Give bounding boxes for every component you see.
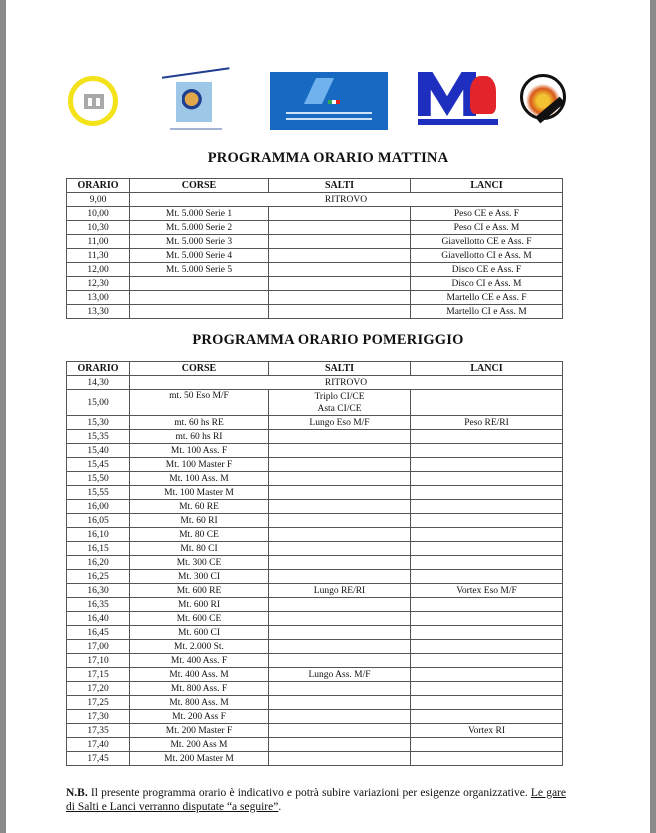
header-orario: ORARIO	[67, 362, 130, 376]
header-lanci: LANCI	[411, 362, 563, 376]
cell-lanci	[411, 556, 563, 570]
table-row	[67, 444, 563, 458]
cell-salti	[269, 430, 411, 444]
cell-salti	[269, 696, 411, 710]
cell-time: 14,30	[67, 376, 130, 390]
table-row	[67, 528, 563, 542]
cell-time: 16,35	[67, 598, 130, 612]
cell-lanci	[411, 500, 563, 514]
cell-lanci: Disco CI e Ass. M	[411, 277, 563, 291]
cell-corse: Mt. 5.000 Serie 5	[130, 263, 269, 277]
cell-lanci	[411, 570, 563, 584]
cell-salti	[269, 724, 411, 738]
cell-corse	[130, 277, 269, 291]
cell-lanci: Giavellotto CE e Ass. F	[411, 235, 563, 249]
cell-corse: Mt. 100 Master M	[130, 486, 269, 500]
table-row	[67, 263, 563, 277]
table-pomeriggio	[66, 361, 563, 766]
cell-lanci	[411, 654, 563, 668]
cell-corse: Mt. 200 Ass M	[130, 738, 269, 752]
cell-corse: Mt. 100 Ass. F	[130, 444, 269, 458]
cell-salti	[269, 612, 411, 626]
cell-salti: Lungo Eso M/F	[269, 416, 411, 430]
cell-time: 15,55	[67, 486, 130, 500]
logo-runners	[514, 66, 576, 128]
table-row	[67, 640, 563, 654]
logo-athletic-club-yellow	[68, 76, 118, 126]
cell-lanci	[411, 696, 563, 710]
cell-lanci	[411, 486, 563, 500]
cell-time: 11,30	[67, 249, 130, 263]
table-row	[67, 556, 563, 570]
document-page	[6, 0, 650, 833]
cell-salti	[269, 514, 411, 528]
cell-time: 16,45	[67, 626, 130, 640]
cell-lanci	[411, 458, 563, 472]
cell-corse: Mt. 300 CI	[130, 570, 269, 584]
cell-salti	[269, 528, 411, 542]
cell-time: 17,00	[67, 640, 130, 654]
table-row-ritrovo	[67, 376, 563, 390]
cell-time: 10,00	[67, 207, 130, 221]
title-pomeriggio: PROGRAMMA ORARIO POMERIGGIO	[192, 332, 464, 348]
table-row	[67, 207, 563, 221]
cell-salti	[269, 221, 411, 235]
cell-salti	[269, 444, 411, 458]
table-row	[67, 249, 563, 263]
table-row	[67, 584, 563, 598]
salti-line: Triplo CI/CE	[314, 391, 365, 402]
cell-time: 17,30	[67, 710, 130, 724]
table-row	[67, 542, 563, 556]
cell-lanci	[411, 472, 563, 486]
table-row-ritrovo	[67, 193, 563, 207]
cell-corse: Mt. 200 Master F	[130, 724, 269, 738]
cell-time: 15,00	[67, 390, 130, 416]
cell-lanci: Peso CI e Ass. M	[411, 221, 563, 235]
cell-corse: mt. 60 hs RE	[130, 416, 269, 430]
cell-time: 15,40	[67, 444, 130, 458]
logo-strip	[6, 66, 650, 136]
cell-time: 16,30	[67, 584, 130, 598]
cell-time: 17,20	[67, 682, 130, 696]
cell-corse: Mt. 2.000 St.	[130, 640, 269, 654]
cell-time: 9,00	[67, 193, 130, 207]
cell-lanci	[411, 542, 563, 556]
cell-lanci: Martello CE e Ass. F	[411, 291, 563, 305]
table-row	[67, 390, 563, 416]
cell-salti: Lungo Ass. M/F	[269, 668, 411, 682]
cell-salti	[269, 458, 411, 472]
cell-corse: Mt. 600 CE	[130, 612, 269, 626]
cell-time: 17,10	[67, 654, 130, 668]
table-row	[67, 416, 563, 430]
cell-ritrovo: RITROVO	[130, 193, 563, 207]
cell-corse: mt. 50 Eso M/F	[130, 390, 269, 416]
cell-time: 17,45	[67, 752, 130, 766]
cell-corse	[130, 305, 269, 319]
cell-corse: Mt. 400 Ass. F	[130, 654, 269, 668]
cell-salti	[269, 752, 411, 766]
header-corse: CORSE	[130, 362, 269, 376]
cell-lanci	[411, 430, 563, 444]
cell-lanci	[411, 626, 563, 640]
cell-salti	[269, 486, 411, 500]
cell-salti	[269, 249, 411, 263]
cell-corse: Mt. 300 CE	[130, 556, 269, 570]
note-suffix: .	[278, 800, 282, 813]
cell-time: 16,25	[67, 570, 130, 584]
cell-time: 16,05	[67, 514, 130, 528]
cell-lanci: Vortex Eso M/F	[411, 584, 563, 598]
header-orario: ORARIO	[67, 179, 130, 193]
cell-salti	[269, 500, 411, 514]
cell-time: 16,40	[67, 612, 130, 626]
table-row	[67, 668, 563, 682]
cell-time: 16,20	[67, 556, 130, 570]
cell-lanci	[411, 598, 563, 612]
note-text: Il presente programma orario è indicativo e potrà subire variazioni per esigenze organizzative.	[87, 786, 531, 799]
cell-salti	[269, 682, 411, 696]
cell-time: 13,30	[67, 305, 130, 319]
cell-salti	[269, 235, 411, 249]
table-row	[67, 277, 563, 291]
header-lanci: LANCI	[411, 179, 563, 193]
cell-salti	[269, 291, 411, 305]
table-row	[67, 710, 563, 724]
m-letter-icon	[418, 72, 476, 116]
cell-time: 13,00	[67, 291, 130, 305]
cell-lanci	[411, 640, 563, 654]
cell-salti	[269, 598, 411, 612]
table-row	[67, 514, 563, 528]
table-row	[67, 724, 563, 738]
table-row	[67, 654, 563, 668]
cell-corse: Mt. 80 CI	[130, 542, 269, 556]
cell-lanci: Disco CE e Ass. F	[411, 263, 563, 277]
cell-corse: Mt. 600 RE	[130, 584, 269, 598]
cell-corse: Mt. 800 Ass. M	[130, 696, 269, 710]
cell-corse: Mt. 600 CI	[130, 626, 269, 640]
cell-salti	[269, 640, 411, 654]
table-row	[67, 486, 563, 500]
table-row	[67, 305, 563, 319]
cell-corse: Mt. 60 RE	[130, 500, 269, 514]
table-header	[67, 362, 563, 376]
table-row	[67, 626, 563, 640]
cell-salti: Lungo RE/RI	[269, 584, 411, 598]
cell-time: 15,50	[67, 472, 130, 486]
cell-time: 15,35	[67, 430, 130, 444]
cell-corse: Mt. 200 Master M	[130, 752, 269, 766]
cell-salti	[269, 207, 411, 221]
castle-icon	[84, 94, 104, 109]
cell-salti	[269, 472, 411, 486]
cell-salti	[269, 263, 411, 277]
italian-flag-icon	[328, 100, 340, 104]
header-salti: SALTI	[269, 179, 411, 193]
logo-fidal-molise	[270, 72, 388, 130]
cell-corse: Mt. 100 Ass. M	[130, 472, 269, 486]
title-mattina: PROGRAMMA ORARIO MATTINA	[207, 150, 449, 166]
cell-lanci: Peso CE e Ass. F	[411, 207, 563, 221]
table-row	[67, 598, 563, 612]
note-prefix: N.B.	[66, 786, 88, 799]
cell-salti	[269, 390, 411, 416]
header-corse: CORSE	[130, 179, 269, 193]
logo-asd-atletica-isernia	[162, 68, 230, 136]
cell-corse: Mt. 60 RI	[130, 514, 269, 528]
table-row	[67, 612, 563, 626]
cell-lanci: Giavellotto CI e Ass. M	[411, 249, 563, 263]
header-salti: SALTI	[269, 362, 411, 376]
cell-time: 15,30	[67, 416, 130, 430]
cell-corse: Mt. 100 Master F	[130, 458, 269, 472]
cell-time: 16,15	[67, 542, 130, 556]
cell-corse: Mt. 5.000 Serie 2	[130, 221, 269, 235]
table-row	[67, 500, 563, 514]
cell-lanci	[411, 444, 563, 458]
cell-salti	[269, 542, 411, 556]
cell-lanci	[411, 514, 563, 528]
cell-lanci	[411, 710, 563, 724]
cell-salti	[269, 570, 411, 584]
table-row	[67, 570, 563, 584]
cell-corse: Mt. 80 CE	[130, 528, 269, 542]
salti-line: Asta CI/CE	[317, 403, 362, 414]
cell-lanci: Vortex RI	[411, 724, 563, 738]
table-row	[67, 291, 563, 305]
cell-time: 17,40	[67, 738, 130, 752]
cell-lanci	[411, 668, 563, 682]
table-row	[67, 221, 563, 235]
cell-corse: Mt. 800 Ass. F	[130, 682, 269, 696]
cell-time: 17,25	[67, 696, 130, 710]
athletes-icon	[182, 88, 206, 116]
cell-salti	[269, 277, 411, 291]
cell-time: 10,30	[67, 221, 130, 235]
cell-lanci: Martello CI e Ass. M	[411, 305, 563, 319]
table-row	[67, 235, 563, 249]
cell-corse: Mt. 5.000 Serie 4	[130, 249, 269, 263]
cell-lanci	[411, 738, 563, 752]
cell-time: 12,00	[67, 263, 130, 277]
cell-salti	[269, 556, 411, 570]
table-row	[67, 682, 563, 696]
runner-icon	[470, 76, 496, 114]
cell-lanci	[411, 528, 563, 542]
cell-time: 17,15	[67, 668, 130, 682]
table-mattina	[66, 178, 563, 319]
note-underlined: Le gare di Salti e Lanci verranno disputate “a seguire”	[66, 786, 566, 813]
table-row	[67, 458, 563, 472]
table-row	[67, 472, 563, 486]
cell-time: 17,35	[67, 724, 130, 738]
cell-corse: Mt. 400 Ass. M	[130, 668, 269, 682]
table-row	[67, 738, 563, 752]
cell-salti	[269, 626, 411, 640]
logo-polisportiva-molise	[416, 72, 504, 130]
cell-salti	[269, 654, 411, 668]
table-header	[67, 179, 563, 193]
cell-salti	[269, 305, 411, 319]
cell-corse: Mt. 200 Ass F	[130, 710, 269, 724]
cell-corse: Mt. 600 RI	[130, 598, 269, 612]
cell-time: 16,10	[67, 528, 130, 542]
cell-corse: mt. 60 hs RI	[130, 430, 269, 444]
cell-lanci	[411, 682, 563, 696]
cell-salti	[269, 710, 411, 724]
cell-lanci: Peso RE/RI	[411, 416, 563, 430]
cell-corse: Mt. 5.000 Serie 1	[130, 207, 269, 221]
cell-corse: Mt. 5.000 Serie 3	[130, 235, 269, 249]
footnote	[66, 786, 566, 814]
cell-time: 15,45	[67, 458, 130, 472]
cell-time: 11,00	[67, 235, 130, 249]
cell-lanci	[411, 612, 563, 626]
cell-ritrovo: RITROVO	[130, 376, 563, 390]
cell-time: 12,30	[67, 277, 130, 291]
cell-time: 16,00	[67, 500, 130, 514]
table-row	[67, 696, 563, 710]
cell-salti	[269, 738, 411, 752]
cell-corse	[130, 291, 269, 305]
cell-lanci	[411, 390, 563, 416]
table-row	[67, 752, 563, 766]
table-row	[67, 430, 563, 444]
cell-lanci	[411, 752, 563, 766]
